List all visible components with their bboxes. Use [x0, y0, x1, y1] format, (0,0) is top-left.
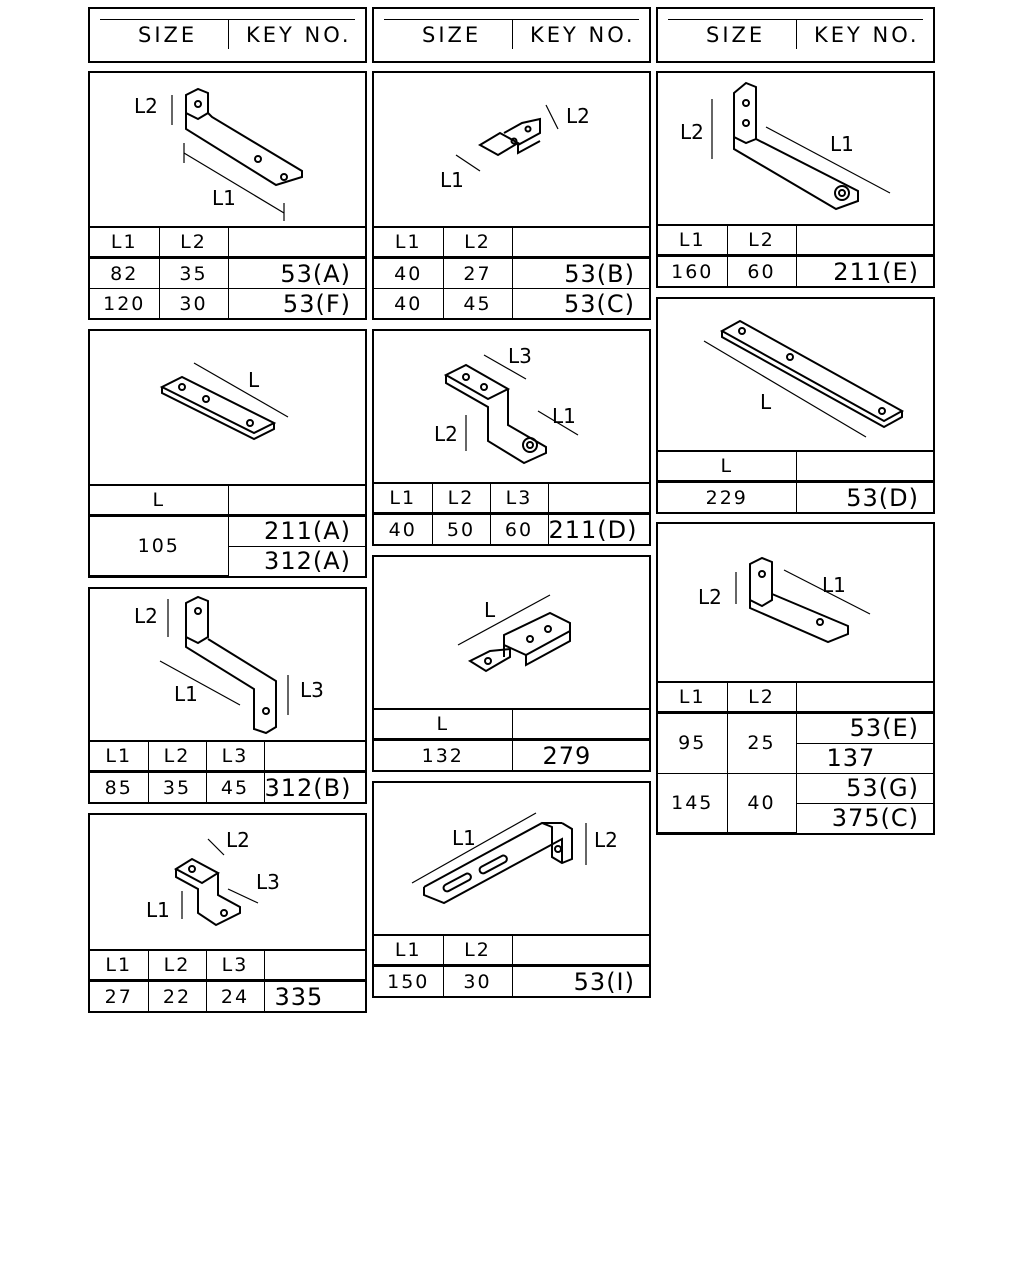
key-label: KEY NO. — [814, 23, 920, 47]
key-no: 53(I) — [512, 966, 649, 997]
cell-l: 229 — [658, 482, 796, 513]
bracket-drawing — [658, 73, 933, 225]
key-no: 53(G) — [796, 773, 933, 803]
cell-l1: 145 — [658, 773, 727, 833]
bracket-drawing — [374, 783, 649, 935]
size-table — [90, 226, 365, 318]
part-card-211e — [656, 71, 935, 288]
cell-l2: 30 — [159, 289, 228, 319]
dim-label: L1 — [830, 132, 854, 156]
dim-label: L2 — [594, 828, 618, 852]
column-header-1 — [88, 7, 367, 63]
cell-l2: 35 — [148, 772, 206, 803]
key-no: 211(E) — [796, 256, 933, 287]
dim-label: L — [484, 598, 496, 622]
col-header: L1 — [90, 227, 159, 258]
cell-l3: 45 — [206, 772, 264, 803]
size-table — [90, 949, 365, 1011]
col-header: L2 — [727, 682, 796, 713]
col-header: L — [658, 451, 796, 482]
cell-l3: 24 — [206, 981, 264, 1012]
dim-label: L2 — [698, 585, 722, 609]
part-card-211d — [372, 329, 651, 546]
col-header: L3 — [206, 741, 264, 772]
key-no: 211(D) — [548, 514, 649, 545]
dim-label: L3 — [508, 344, 532, 368]
col-header: L1 — [374, 935, 443, 966]
col-header: L1 — [658, 682, 727, 713]
size-table — [90, 484, 365, 577]
dim-label: L — [248, 368, 260, 392]
dim-label: L2 — [566, 104, 590, 128]
col-header: L — [374, 709, 512, 740]
header-divider — [228, 19, 229, 49]
cell-l2: 35 — [159, 258, 228, 289]
cell-l2: 45 — [443, 289, 512, 319]
key-label: KEY NO. — [530, 23, 636, 47]
cell-l1: 150 — [374, 966, 443, 997]
size-table — [658, 224, 933, 286]
bracket-drawing — [90, 589, 365, 741]
size-label: SIZE — [422, 23, 482, 47]
col-header: L3 — [206, 950, 264, 981]
plate-drawing — [658, 299, 933, 451]
cell-l: 132 — [374, 740, 512, 771]
key-no: 137 — [796, 743, 933, 773]
col-header: L2 — [443, 227, 512, 258]
size-table — [658, 681, 933, 834]
col-header: L1 — [658, 225, 727, 256]
header-divider — [512, 19, 513, 49]
col-header: L1 — [374, 227, 443, 258]
cell-l1: 40 — [374, 258, 443, 289]
key-no: 53(E) — [796, 712, 933, 743]
cell-l1: 160 — [658, 256, 727, 287]
key-no: 375(C) — [796, 803, 933, 833]
cell-l: 105 — [90, 515, 228, 576]
dim-label: L2 — [134, 604, 158, 628]
col-header: L2 — [159, 227, 228, 258]
size-table — [374, 708, 649, 770]
col-header: L — [90, 485, 228, 516]
key-no: 279 — [512, 740, 649, 771]
key-no: 53(D) — [796, 482, 933, 513]
key-label: KEY NO. — [246, 23, 352, 47]
bracket-drawing — [90, 73, 365, 225]
dim-label: L1 — [440, 168, 464, 192]
part-card-53d — [656, 297, 935, 514]
dim-label: L3 — [256, 870, 280, 894]
dim-label: L1 — [146, 898, 170, 922]
part-card-53i — [372, 781, 651, 998]
dim-label: L2 — [134, 94, 158, 118]
size-table — [90, 740, 365, 802]
size-table — [374, 482, 649, 544]
key-no: 53(B) — [512, 258, 649, 289]
dim-label: L1 — [212, 186, 236, 210]
size-table — [658, 450, 933, 512]
part-card-312b — [88, 587, 367, 804]
key-no: 211(A) — [228, 515, 365, 546]
key-no: 312(A) — [228, 546, 365, 576]
dim-label: L1 — [552, 404, 576, 428]
dim-label: L1 — [174, 682, 198, 706]
key-no: 312(B) — [264, 772, 365, 803]
col-header: L3 — [490, 483, 548, 514]
plate-drawing — [90, 331, 365, 483]
dim-label: L1 — [452, 826, 476, 850]
dim-label: L2 — [226, 828, 250, 852]
size-label: SIZE — [706, 23, 766, 47]
plate-drawing — [374, 557, 649, 709]
key-no: 335 — [264, 981, 365, 1012]
cell-l1: 40 — [374, 514, 432, 545]
size-table — [374, 934, 649, 996]
column-header-3 — [656, 7, 935, 63]
part-card-279 — [372, 555, 651, 772]
col-header: L2 — [727, 225, 796, 256]
cell-l2: 40 — [727, 773, 796, 833]
size-table — [374, 226, 649, 318]
col-header: L1 — [90, 950, 148, 981]
cell-l2: 22 — [148, 981, 206, 1012]
cell-l1: 85 — [90, 772, 148, 803]
key-no: 53(A) — [228, 258, 365, 289]
part-card-53b — [372, 71, 651, 320]
key-no: 53(F) — [228, 289, 365, 319]
part-card-53e — [656, 522, 935, 835]
header-divider — [796, 19, 797, 49]
cell-l1: 95 — [658, 712, 727, 773]
dim-label: L — [760, 390, 772, 414]
cell-l2: 25 — [727, 712, 796, 773]
dim-label: L1 — [822, 573, 846, 597]
column-header-2 — [372, 7, 651, 63]
key-no: 53(C) — [512, 289, 649, 319]
size-label: SIZE — [138, 23, 198, 47]
cell-l2: 60 — [727, 256, 796, 287]
col-header: L1 — [374, 483, 432, 514]
cell-l3: 60 — [490, 514, 548, 545]
bracket-drawing — [374, 73, 649, 225]
dim-label: L2 — [434, 422, 458, 446]
col-header: L2 — [443, 935, 512, 966]
cell-l1: 120 — [90, 289, 159, 319]
cell-l2: 27 — [443, 258, 512, 289]
dim-label: L2 — [680, 120, 704, 144]
cell-l1: 27 — [90, 981, 148, 1012]
part-card-211a — [88, 329, 367, 578]
col-header: L1 — [90, 741, 148, 772]
cell-l2: 30 — [443, 966, 512, 997]
cell-l1: 40 — [374, 289, 443, 319]
col-header: L2 — [148, 741, 206, 772]
dim-label: L3 — [300, 678, 324, 702]
cell-l2: 50 — [432, 514, 490, 545]
part-card-53a — [88, 71, 367, 320]
bracket-drawing — [90, 815, 365, 951]
bracket-drawing — [658, 524, 933, 676]
col-header: L2 — [432, 483, 490, 514]
bracket-drawing — [374, 331, 649, 483]
col-header: L2 — [148, 950, 206, 981]
cell-l1: 82 — [90, 258, 159, 289]
part-card-335 — [88, 813, 367, 1013]
